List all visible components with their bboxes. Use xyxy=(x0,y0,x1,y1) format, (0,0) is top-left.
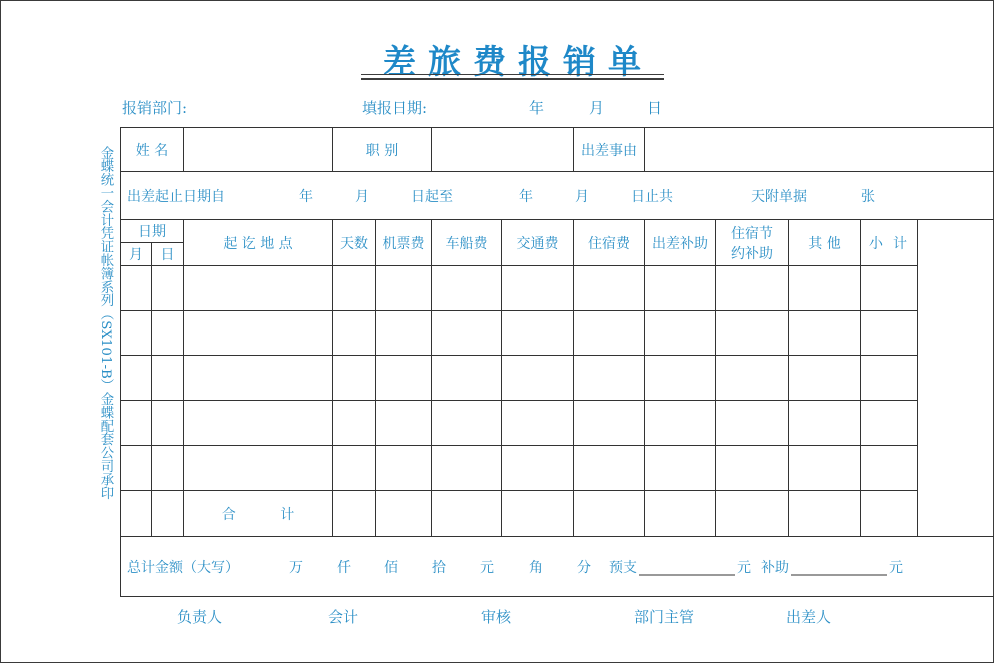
cell-subtotal[interactable] xyxy=(861,446,918,491)
cell-days[interactable] xyxy=(333,446,376,491)
month-header: 月 xyxy=(121,243,152,266)
vehicle-fare-header: 车船费 xyxy=(432,220,502,266)
day-header: 日 xyxy=(152,243,184,266)
days-docs-label: 天附单据 xyxy=(751,188,807,205)
side-imprint: 金蝶统一会计凭证帐簿系列（SX101-B）金蝶配套公司承印 xyxy=(98,146,113,500)
cell-allowance[interactable] xyxy=(645,401,716,446)
table-row xyxy=(121,356,994,401)
cell-route[interactable] xyxy=(184,446,333,491)
cell-lodging[interactable] xyxy=(574,446,645,491)
cell-air[interactable] xyxy=(376,311,432,356)
position-field[interactable] xyxy=(432,128,574,172)
unit-jiao: 角 xyxy=(529,559,543,576)
cell-route[interactable] xyxy=(184,266,333,311)
date-label: 填报日期: xyxy=(362,99,428,117)
cell-month[interactable] xyxy=(121,311,152,356)
cell-subtotal[interactable] xyxy=(861,356,918,401)
sheets-label: 张 xyxy=(861,188,875,205)
cell-air[interactable] xyxy=(376,266,432,311)
cell-other[interactable] xyxy=(789,356,861,401)
cell-allowance[interactable] xyxy=(645,311,716,356)
cell-day[interactable] xyxy=(152,311,184,356)
cell-lodging[interactable] xyxy=(574,266,645,311)
cell-transport[interactable] xyxy=(502,266,574,311)
name-field[interactable] xyxy=(184,128,333,172)
advance-label: 预支 xyxy=(609,559,637,576)
period-year: 年 xyxy=(299,188,313,205)
dept-label: 报销部门: xyxy=(122,99,188,117)
cell-transport[interactable] xyxy=(502,311,574,356)
subsidy-label: 补助 xyxy=(761,559,789,576)
period-day-end: 日止共 xyxy=(631,188,673,205)
cell-days[interactable] xyxy=(333,266,376,311)
cell-month[interactable] xyxy=(121,401,152,446)
transport-header: 交通费 xyxy=(502,220,574,266)
footer-accounting: 会计 xyxy=(328,608,359,626)
period-year2: 年 xyxy=(519,188,533,205)
cell-saving[interactable] xyxy=(716,401,789,446)
footer-traveler: 出差人 xyxy=(786,608,832,626)
summary-row xyxy=(121,537,994,597)
route-header: 起 讫 地 点 xyxy=(184,220,333,266)
cell-subtotal[interactable] xyxy=(861,401,918,446)
cell-allowance[interactable] xyxy=(645,446,716,491)
cell-month[interactable] xyxy=(121,446,152,491)
cell-transport[interactable] xyxy=(502,356,574,401)
subsidy-field[interactable] xyxy=(791,558,887,575)
subtotal-char-2: 计 xyxy=(893,235,908,252)
total-allowance[interactable] xyxy=(645,491,716,537)
lodging-header: 住宿费 xyxy=(574,220,645,266)
date-month: 月 xyxy=(589,99,605,117)
cell-route[interactable] xyxy=(184,356,333,401)
title-underline-thick xyxy=(361,78,664,80)
cell-month[interactable] xyxy=(121,356,152,401)
table-row xyxy=(121,311,994,356)
total-days[interactable] xyxy=(333,491,376,537)
period-month: 月 xyxy=(355,188,369,205)
cell-transport[interactable] xyxy=(502,401,574,446)
table-row xyxy=(121,401,994,446)
subtotal-char-1: 小 xyxy=(869,235,884,252)
lodging-saving-header xyxy=(716,220,789,266)
cell-air[interactable] xyxy=(376,401,432,446)
unit-qian: 仟 xyxy=(337,559,351,576)
date-column-header: 日期 xyxy=(121,220,184,243)
unit-fen: 分 xyxy=(577,559,591,576)
cell-route[interactable] xyxy=(184,311,333,356)
days-header: 天数 xyxy=(333,220,376,266)
cell-saving[interactable] xyxy=(716,311,789,356)
form-title: 差旅费报销单 xyxy=(383,42,653,81)
allowance-header: 出差补助 xyxy=(645,220,716,266)
cell-allowance[interactable] xyxy=(645,356,716,401)
cell-lodging[interactable] xyxy=(574,401,645,446)
name-label: 姓 名 xyxy=(121,128,184,172)
period-month2: 月 xyxy=(575,188,589,205)
advance-field[interactable] xyxy=(639,558,735,575)
unit-yuan: 元 xyxy=(480,559,494,576)
cell-day[interactable] xyxy=(152,356,184,401)
unit-bai: 佰 xyxy=(384,559,398,576)
travel-period-row xyxy=(121,172,994,220)
footer-dept-head: 部门主管 xyxy=(634,608,695,626)
other-header: 其 他 xyxy=(789,220,861,266)
total-other[interactable] xyxy=(789,491,861,537)
total-subtotal[interactable] xyxy=(861,491,918,537)
cell-vehicle[interactable] xyxy=(432,356,502,401)
total-air[interactable] xyxy=(376,491,432,537)
date-year: 年 xyxy=(529,99,545,117)
cell-subtotal[interactable] xyxy=(861,311,918,356)
cell-month[interactable] xyxy=(121,266,152,311)
cell-day[interactable] xyxy=(152,401,184,446)
date-day: 日 xyxy=(647,99,663,117)
lodging-saving-line1: 住宿节 xyxy=(731,225,774,242)
cell-transport[interactable] xyxy=(502,446,574,491)
cell-other[interactable] xyxy=(789,401,861,446)
cell-air[interactable] xyxy=(376,356,432,401)
unit-wan: 万 xyxy=(289,559,303,576)
cell-days[interactable] xyxy=(333,401,376,446)
cell-other[interactable] xyxy=(789,311,861,356)
subsidy-unit: 元 xyxy=(889,559,903,576)
advance-unit: 元 xyxy=(737,559,751,576)
total-lodging[interactable] xyxy=(574,491,645,537)
expense-table xyxy=(120,127,994,597)
cell-subtotal[interactable] xyxy=(861,266,918,311)
total-saving[interactable] xyxy=(716,491,789,537)
cell-lodging[interactable] xyxy=(574,356,645,401)
cell-days[interactable] xyxy=(333,356,376,401)
total-cell-day[interactable] xyxy=(152,491,184,537)
cell-route[interactable] xyxy=(184,401,333,446)
total-transport[interactable] xyxy=(502,491,574,537)
cell-saving[interactable] xyxy=(716,356,789,401)
subtotal-header xyxy=(861,220,918,266)
cell-day[interactable] xyxy=(152,446,184,491)
cell-saving[interactable] xyxy=(716,446,789,491)
cell-other[interactable] xyxy=(789,446,861,491)
title-underline xyxy=(361,74,664,75)
cell-other[interactable] xyxy=(789,266,861,311)
unit-shi: 拾 xyxy=(432,559,446,576)
total-vehicle[interactable] xyxy=(432,491,502,537)
cell-days[interactable] xyxy=(333,311,376,356)
summary-label: 总计金额（大写） xyxy=(127,559,239,576)
total-cell-month[interactable] xyxy=(121,491,152,537)
air-ticket-header: 机票费 xyxy=(376,220,432,266)
cell-vehicle[interactable] xyxy=(432,266,502,311)
table-row xyxy=(121,266,994,311)
cell-vehicle[interactable] xyxy=(432,446,502,491)
cell-lodging[interactable] xyxy=(574,311,645,356)
cell-saving[interactable] xyxy=(716,266,789,311)
cell-vehicle[interactable] xyxy=(432,311,502,356)
lodging-saving-line2: 约补助 xyxy=(731,245,774,262)
total-label: 合 计 xyxy=(184,491,333,537)
position-label: 职 别 xyxy=(333,128,432,172)
table-row xyxy=(121,446,994,491)
cell-day[interactable] xyxy=(152,266,184,311)
cell-allowance[interactable] xyxy=(645,266,716,311)
cell-vehicle[interactable] xyxy=(432,401,502,446)
period-day-to: 日起至 xyxy=(411,188,453,205)
reason-label: 出差事由 xyxy=(574,128,645,172)
period-start-label: 出差起止日期自 xyxy=(127,188,225,205)
reason-field[interactable] xyxy=(645,128,994,172)
footer-responsible: 负责人 xyxy=(177,608,223,626)
footer-audit: 审核 xyxy=(481,608,512,626)
cell-air[interactable] xyxy=(376,446,432,491)
